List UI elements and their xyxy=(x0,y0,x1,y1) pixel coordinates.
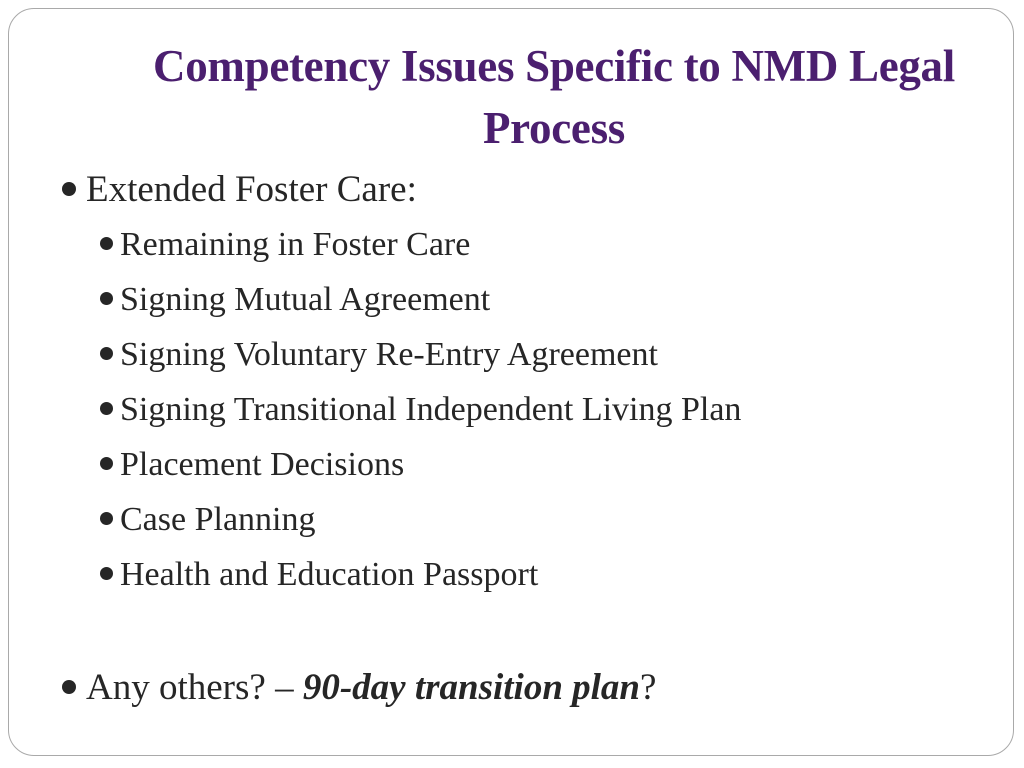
subbullet-text: Health and Education Passport xyxy=(120,556,539,593)
bullet-dot-icon xyxy=(100,512,113,525)
bullet-dot-icon xyxy=(100,347,113,360)
bullet-emphasis: 90-day transition plan xyxy=(302,667,641,708)
subbullet-text: Remaining in Foster Care xyxy=(120,226,471,263)
bullet-dot-icon xyxy=(100,237,113,250)
slide-title: Competency Issues Specific to NMD Legal Process xyxy=(153,41,955,153)
bullet-dot-icon xyxy=(100,567,113,580)
bullet-dot-icon xyxy=(62,182,76,196)
subbullet-item xyxy=(100,500,315,540)
subbullet-item xyxy=(100,445,404,485)
bullet-any-others xyxy=(62,666,656,710)
bullet-dot-icon xyxy=(100,292,113,305)
subbullet-text: Case Planning xyxy=(120,501,316,538)
subbullet-text: Signing Transitional Independent Living Plan xyxy=(120,391,742,428)
subbullet-item xyxy=(100,335,658,375)
subbullet-text: Placement Decisions xyxy=(120,446,405,483)
bullet-extended-foster-care xyxy=(62,168,417,212)
slide-frame xyxy=(8,8,1014,756)
bullet-suffix: ? xyxy=(640,667,657,708)
subbullet-text: Signing Mutual Agreement xyxy=(120,281,491,318)
subbullet-item xyxy=(100,280,490,320)
subbullet-text: Signing Voluntary Re-Entry Agreement xyxy=(120,336,658,373)
subbullet-item xyxy=(100,225,470,265)
subbullet-item xyxy=(100,390,741,430)
bullet-text: Extended Foster Care: xyxy=(86,169,417,210)
bullet-dot-icon xyxy=(100,402,113,415)
bullet-prefix: Any others? – xyxy=(86,667,303,708)
bullet-dot-icon xyxy=(62,680,76,694)
subbullet-item xyxy=(100,555,538,595)
bullet-dot-icon xyxy=(100,457,113,470)
